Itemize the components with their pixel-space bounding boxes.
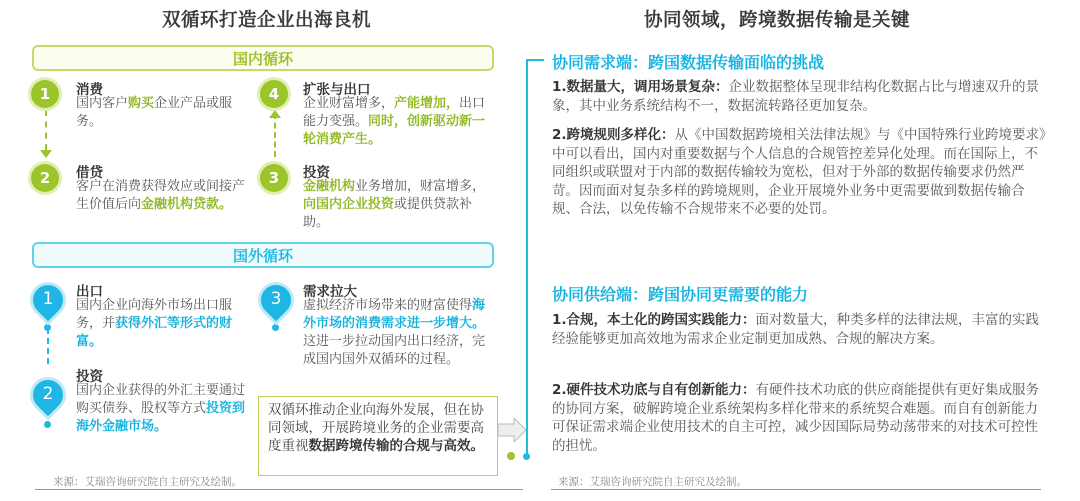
- domestic-step-3-badge: 3: [260, 164, 288, 192]
- domestic-step-3-text: 金融机构业务增加，财富增多，向国内企业投资或提供贷款补助。: [303, 179, 486, 230]
- foreign-step-2-badge: 2: [42, 384, 54, 404]
- right-title: 协同领域，跨境数据传输是关键: [644, 10, 911, 31]
- foreign-step-1-badge: 1: [42, 289, 54, 309]
- pin-tip-dot: [44, 324, 51, 331]
- left-source-note: 来源：艾瑞咨询研究院自主研究及绘制。: [53, 476, 242, 488]
- supply-heading: 协同供给端：跨国协同更需要的能力: [552, 285, 809, 304]
- left-title: 双循环打造企业出海良机: [162, 10, 372, 31]
- domestic-step-4-text: 企业财富增多，产能增加，出口能力变强。同时，创新驱动新一轮消费产生。: [303, 96, 486, 147]
- connector-dot: [507, 452, 515, 460]
- foreign-step-2-title: 投资: [76, 369, 103, 385]
- demand-point-2: 2.跨境规则多样化：从《中国数据跨境相关法律法规》与《中国特殊行业跨境要求》中可以看出，国内对重要数据与个人信息的合规管控差异化处理。而在国际上，不同组织或联盟对于内部的数据传输较为宽松，但对于外部的数据传输要求仍然严苛。因而面对复杂多样的跨境规则，企业开展境外业务中更需要做到数据传输合规、合法，以免传输不合规带来不必要的处罚。: [552, 127, 1046, 218]
- domestic-step-2-title: 借贷: [76, 165, 103, 181]
- foreign-step-3-title: 需求拉大: [303, 284, 357, 300]
- domestic-step-1-title: 消费: [76, 82, 103, 98]
- domestic-step-4-badge: 4: [260, 80, 288, 108]
- summary-box: 双循环推动企业向海外发展，但在协同领域，开展跨境业务的企业需要高度重视数据跨境传输的合规与高效。: [258, 396, 498, 476]
- pin-tip-dot: [272, 324, 279, 331]
- domestic-step-3-title: 投资: [303, 165, 330, 181]
- right-source-note: 来源：艾瑞咨询研究院自主研究及绘制。: [558, 476, 747, 488]
- foreign-cycle-header: 国外循环: [32, 242, 494, 268]
- domestic-connector-3-4: [274, 113, 276, 157]
- pin-tip-dot: [44, 421, 51, 428]
- foreign-step-1-text: 国内企业向海外市场出口服务，并获得外汇等形式的财富。: [76, 298, 233, 349]
- supply-point-2: 2.硬件技术功底与自有创新能力：有硬件技术功底的供应商能提供有更好集成服务的协同方案，破解跨境企业系统架构多样化带来的系统契合难题。而自有创新能力可保证需求端企业使用技术的自主可控，减少因国际局势动荡带来的对技术可控性的担忧。: [552, 382, 1040, 454]
- foreign-step-2-text: 国内企业获得的外汇主要通过购买债券、股权等方式投资到海外金融市场。: [76, 383, 246, 434]
- right-footer-divider: [551, 489, 1041, 490]
- supply-point-1: 1.合规，本土化的跨国实践能力：面对数量大，种类多样的法律法规，丰富的实践经验能够更加高效地为需求企业定制更加成熟、合规的解决方案。: [552, 312, 1040, 347]
- domestic-step-2-text: 客户在消费获得效应或间接产生价值后向金融机构贷款。: [76, 179, 246, 212]
- demand-heading: 协同需求端：跨国数据传输面临的挑战: [552, 53, 825, 72]
- right-arrow-icon: [498, 418, 528, 442]
- domestic-step-4-title: 扩张与出口: [303, 82, 371, 98]
- domestic-connector-1-2: [45, 110, 47, 150]
- domestic-step-1-badge: 1: [31, 80, 59, 108]
- arrow-up-icon: [269, 110, 281, 118]
- domestic-cycle-header: 国内循环: [32, 45, 494, 71]
- domestic-step-1-text: 国内客户购买企业产品或服务。: [76, 96, 233, 129]
- foreign-step-3-text: 虚拟经济市场带来的财富使得海外市场的消费需求进一步增大。这进一步拉动国内出口经济，完成国内国外双循环的过程。: [303, 298, 486, 367]
- demand-point-1: 1.数据量大，调用场景复杂：企业数据整体呈现非结构化数据占比与增速双升的景象，其中业务系统结构不一，数据流转路径更加复杂。: [552, 79, 1040, 114]
- foreign-connector-1-2: [47, 328, 49, 364]
- foreign-step-3-badge: 3: [270, 289, 282, 309]
- arrow-down-icon: [40, 150, 52, 158]
- foreign-step-1-title: 出口: [76, 284, 103, 300]
- domestic-step-2-badge: 2: [31, 164, 59, 192]
- right-rule-tick: [526, 59, 544, 61]
- left-footer-divider: [35, 489, 523, 490]
- right-vertical-rule: [526, 60, 528, 459]
